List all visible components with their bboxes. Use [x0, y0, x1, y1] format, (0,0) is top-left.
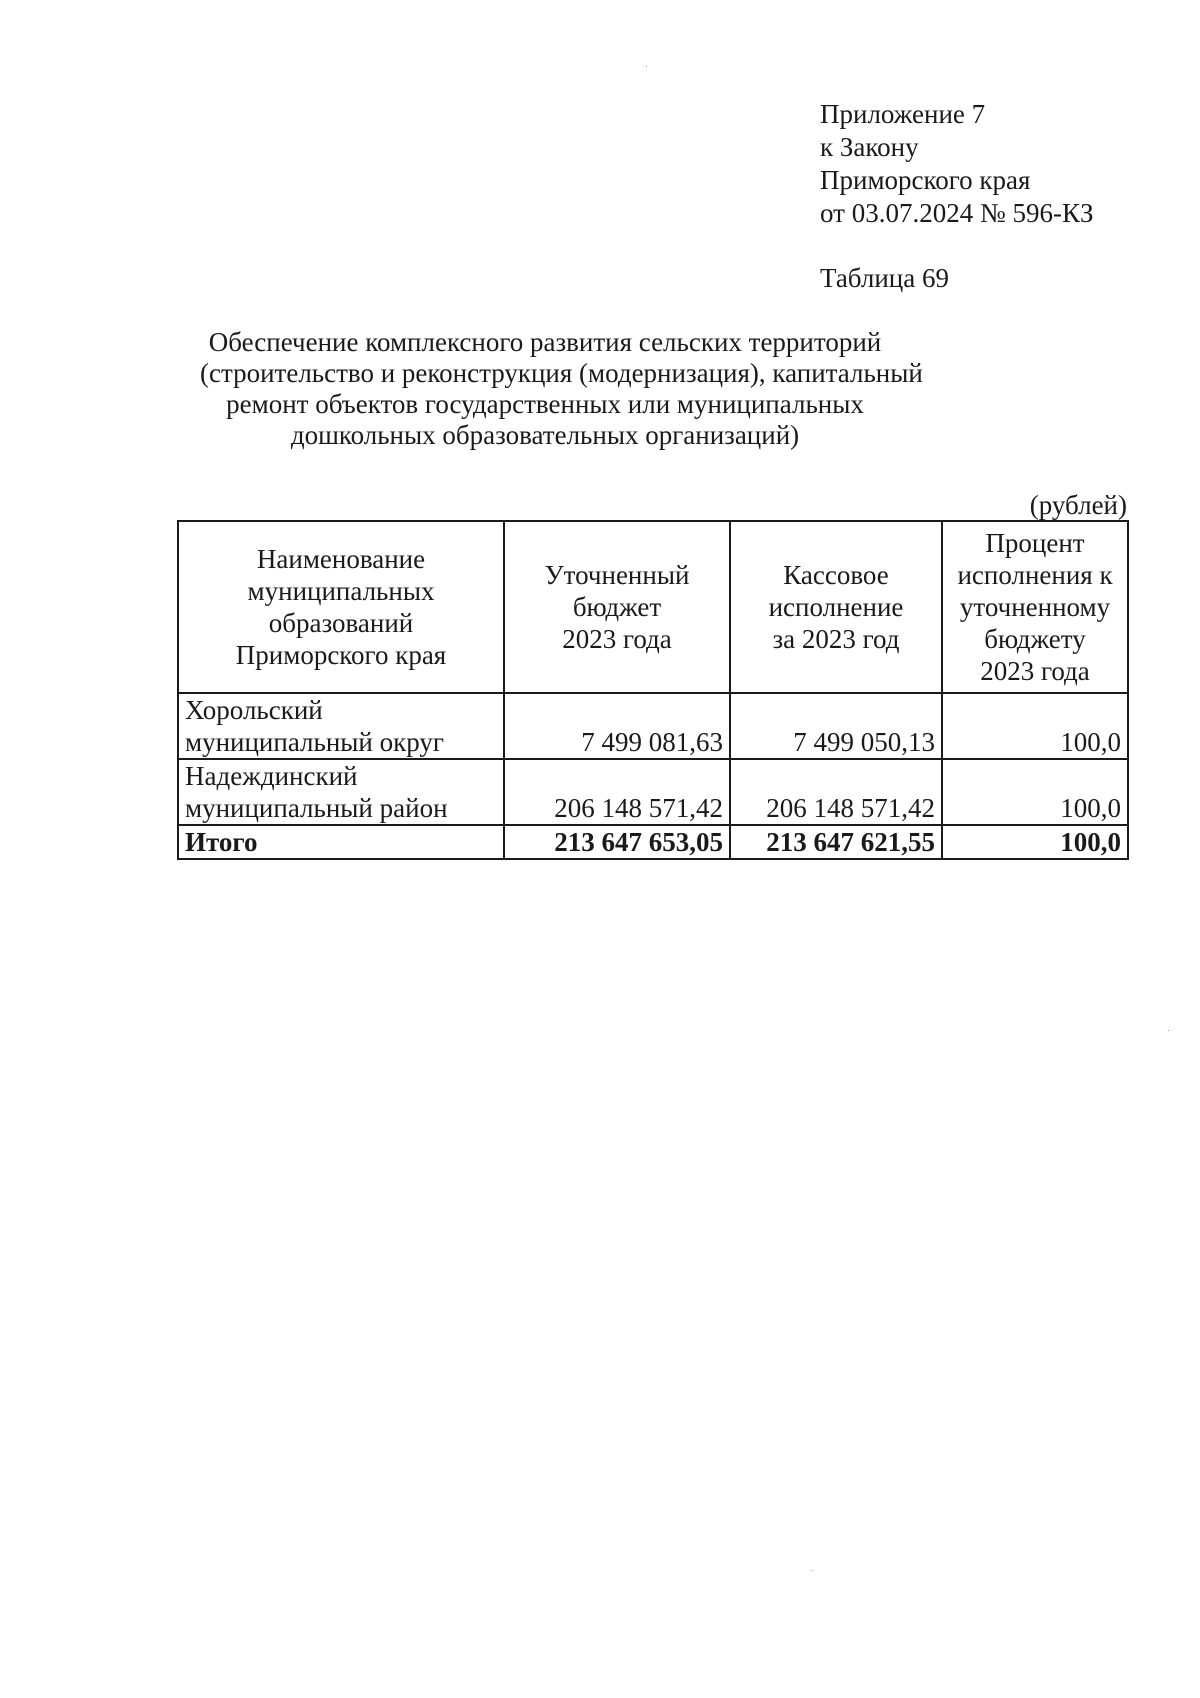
appendix-line: от 03.07.2024 № 596-КЗ: [820, 198, 1094, 228]
total-budget-value: 213 647 653,05: [504, 825, 730, 859]
header-budget: [504, 521, 730, 693]
title-line: Обеспечение комплексного развития сельских территорий: [208, 327, 882, 357]
title-line: (строительство и реконструкция (модернизация), капитальный: [200, 358, 923, 388]
header-line: Уточненный: [544, 560, 690, 590]
municipality-name: [178, 693, 504, 759]
header-cash-execution: [730, 521, 942, 693]
header-line: уточненному: [959, 592, 1111, 622]
appendix-line: к Закону: [820, 132, 919, 162]
budget-table: [177, 520, 1129, 860]
header-line: Кассовое: [783, 560, 889, 590]
scan-speck: [646, 66, 647, 67]
appendix-line: Приморского края: [820, 165, 1031, 195]
units-label: (рублей): [1029, 490, 1127, 520]
budget-value: 7 499 081,63: [504, 693, 730, 759]
header-line: Наименование: [256, 544, 426, 574]
table-row: [178, 693, 1128, 759]
percent-value: 100,0: [942, 759, 1128, 825]
table-header-row: [178, 521, 1128, 693]
header-line: исполнения к: [957, 560, 1113, 590]
name-line: Надеждинский: [185, 761, 358, 791]
cash-value: 206 148 571,42: [730, 759, 942, 825]
header-line: бюджет: [572, 592, 662, 622]
total-label: Итого: [178, 825, 504, 859]
name-line: Хорольский: [185, 695, 323, 725]
total-row: [178, 825, 1128, 859]
title-line: дошкольных образовательных организаций): [290, 420, 800, 450]
header-line: за 2023 год: [772, 624, 900, 654]
header-line: Процент: [985, 528, 1085, 558]
scan-speck: [1168, 1030, 1169, 1031]
header-line: муниципальных: [247, 576, 435, 606]
municipality-name: [178, 759, 504, 825]
header-municipality: [178, 521, 504, 693]
header-line: образований: [268, 608, 414, 638]
budget-value: 206 148 571,42: [504, 759, 730, 825]
total-cash-value: 213 647 621,55: [730, 825, 942, 859]
appendix-reference: [820, 98, 1093, 230]
header-line: Приморского края: [235, 640, 447, 670]
title-line: ремонт объектов государственных или муниципальных: [226, 389, 864, 419]
total-percent-value: 100,0: [942, 825, 1128, 859]
document-title: [200, 327, 923, 451]
header-line: 2023 года: [562, 624, 672, 654]
table-row: [178, 759, 1128, 825]
appendix-line: Приложение 7: [820, 99, 986, 129]
header-line: бюджету: [984, 624, 1086, 654]
percent-value: 100,0: [942, 693, 1128, 759]
name-line: муниципальный округ: [185, 727, 444, 757]
name-line: муниципальный район: [185, 793, 448, 823]
table-number: Таблица 69: [820, 263, 949, 293]
cash-value: 7 499 050,13: [730, 693, 942, 759]
header-line: исполнение: [768, 592, 904, 622]
scan-speck: [812, 1570, 813, 1571]
header-line: 2023 года: [980, 656, 1090, 686]
header-execution-percent: [942, 521, 1128, 693]
